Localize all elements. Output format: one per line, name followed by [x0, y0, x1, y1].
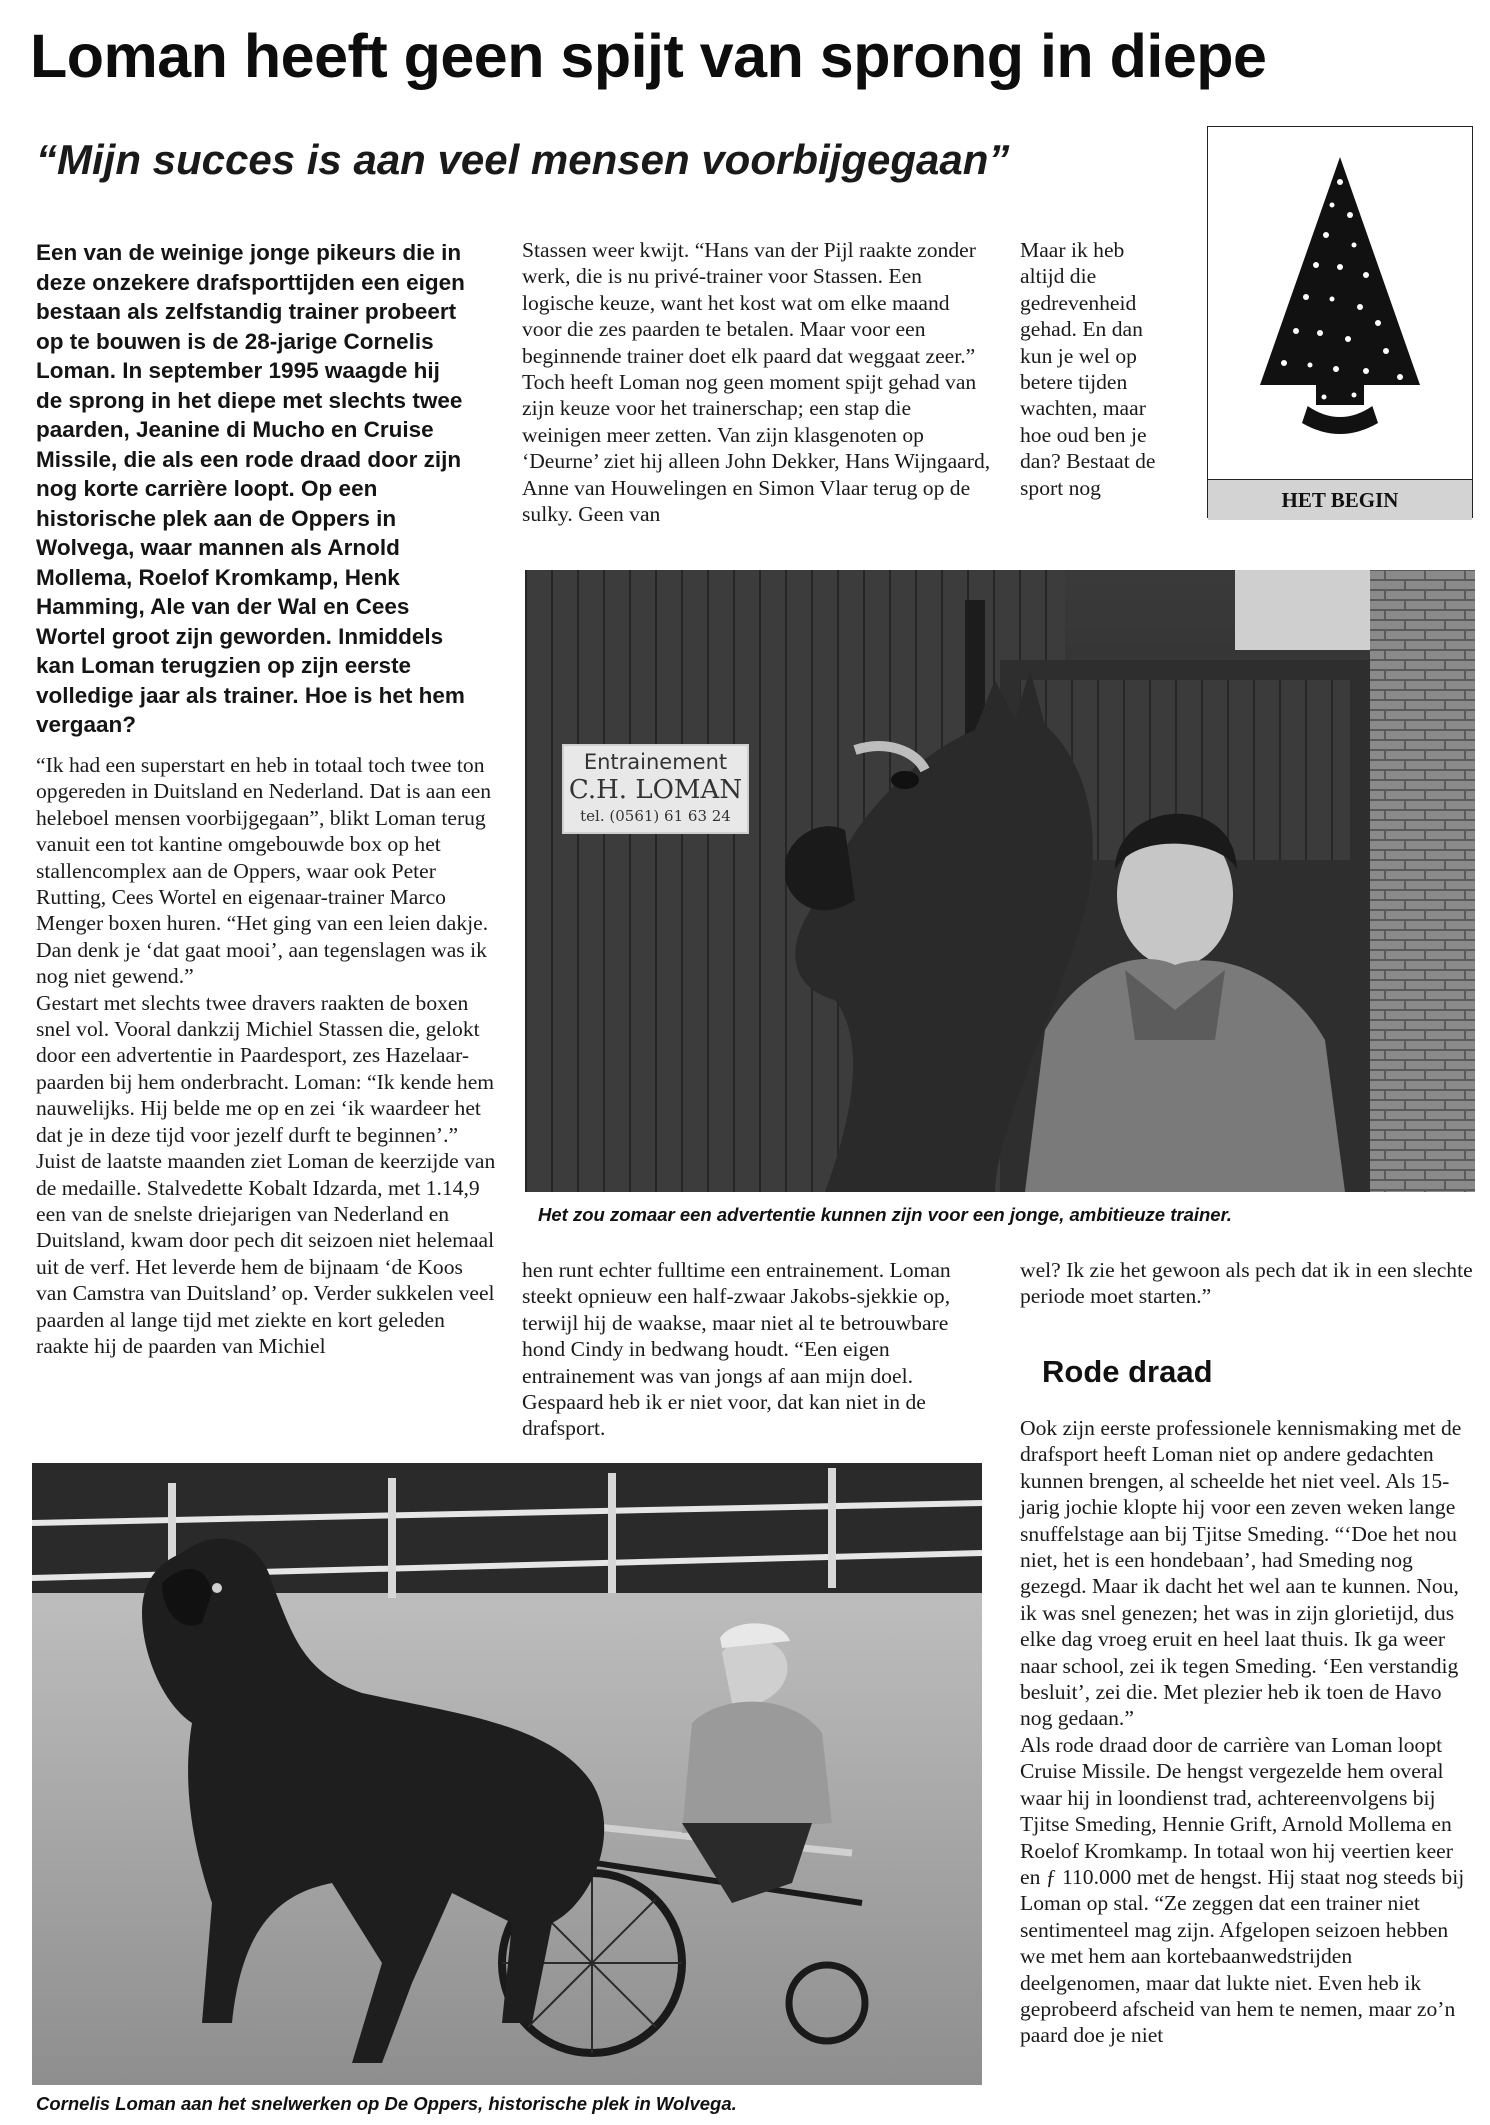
christmas-tree-icon [1208, 127, 1472, 474]
sign-line-1: Entrainement [583, 750, 728, 774]
sidebar-box [1207, 126, 1473, 518]
body-paragraph: Stassen weer kwijt. “Hans van der Pijl raakte zonder werk, die is nu privé-trainer voor Stassen. Een logische keuze, want het kost wat om elke maand voor die zes paarden te betalen. Maar voor een beginnende trainer doet elk paard dat weggaat zeer.” Toch heeft Loman nog geen moment spijt gehad van zijn keuze voor het trainerschap; een stap die weinigen meer zetten. Van zijn klasgenoten op ‘Deurne’ ziet hij alleen John Dekker, Hans Wijngaard, Anne van Houwelingen en Simon Vlaar terug op de sulky. Geen van [522, 238, 991, 527]
stable-sign [563, 745, 748, 833]
column-3-bottom [1020, 1257, 1475, 1310]
column-2-top [522, 237, 992, 527]
sign-line-2: C.H. LOMAN [568, 775, 743, 805]
body-paragraph: Ook zijn eerste professionele kennismaking met de drafsport heeft Loman niet op andere gedachten kunnen brengen, al scheelde het niet veel. Als 15-jarig jochie klopte hij voor een zeven weken lange snuffelstage aan bij Tjitse Smeding. “‘Doe het nou niet, het is een hondebaan’, had Smeding nog gezegd. Maar ik dacht het wel aan te kunnen. Nou, ik was snel genezen; het was in zijn glorietijd, dus elke dag vroeg eruit en heel laat thuis. Ik ga weer naar school, zei ik tegen Smeding. ‘Een verstandig besluit’, zei die. Met plezier heb ik toen de Havo nog gedaan.” [1020, 1416, 1462, 1731]
lead-text: Een van de weinige jonge pikeurs die in deze onzekere drafsporttijden een eigen bestaan als zelfstandig trainer probeert op te bouwen is de 28-jarige Cornelis Loman. In september 1995 waagde hij de sprong in het diepe met slechts twee paarden, Jeanine di Mucho en Cruise Missile, die als een rode draad door zijn nog korte carrière loopt. Op een historische plek aan de Oppers in Wolvega, waar mannen als Arnold Mollema, Roelof Kromkamp, Henk Hamming, Ale van der Wal en Cees Wortel groot zijn geworden. Inmiddels kan Loman terugzien op zijn eerste volledige jaar als trainer. Hoe is het hem vergaan? [36, 240, 465, 737]
photo-caption: Het zou zomaar een advertentie kunnen zijn voor een jonge, ambitieuze trainer. [538, 1204, 1232, 1225]
body-paragraph: Maar ik heb altijd die gedrevenheid gehad. En dan kun je wel op betere tijden wachten, maar hoe oud ben je dan? Bestaat de sport nog [1020, 238, 1156, 500]
photo-harness-racing [32, 1463, 982, 2085]
column-1-body [36, 752, 498, 1359]
column-3-top [1020, 237, 1170, 501]
body-paragraph: Juist de laatste maanden ziet Loman de keerzijde van de medaille. Stalvedette Kobalt Idzarda, met 1.14,9 een van de snelste driejarigen van Nederland en Duitsland, kwam door pech dit seizoen niet helemaal uit de verf. Het leverde hem de bijnaam ‘de Koos van Camstra van Duitsland’ op. Verder sukkelen veel paarden al lange tijd met ziekte en kort geleden raakte hij de paarden van Michiel [36, 1149, 496, 1358]
sidebar-label: HET BEGIN [1208, 479, 1472, 520]
body-paragraph: wel? Ik zie het gewoon als pech dat ik in een slechte periode moet starten.” [1020, 1258, 1473, 1309]
subheadline: “Mijn succes is aan veel mensen voorbijgegaan” [36, 136, 1010, 183]
column-3-body [1020, 1415, 1475, 2049]
body-paragraph: “Ik had een superstart en heb in totaal toch twee ton opgereden in Duitsland en Nederland. Dat is aan een heleboel mensen voorbijgegaan”, blikt Loman terug vanuit een tot kantine omgebouwde box op het stallencomplex aan de Oppers, waar ook Peter Rutting, Cees Wortel en eigenaar-trainer Marco Menger boxen huren. “Het ging van een leien dakje. Dan denk je ‘dat gaat mooi’, aan tegenslagen was ik nog niet gewend.” [36, 753, 492, 989]
photo-stable [525, 570, 1475, 1192]
lead-paragraph [36, 238, 466, 740]
sign-line-3: tel. (0561) 61 63 24 [580, 807, 731, 825]
headline: Loman heeft geen spijt van sprong in diepe [30, 22, 1267, 90]
column-2-bottom [522, 1257, 992, 1442]
photo-caption: Cornelis Loman aan het snelwerken op De Oppers, historische plek in Wolvega. [36, 2093, 737, 2114]
body-paragraph: Gestart met slechts twee dravers raakten de boxen snel vol. Vooral dankzij Michiel Stassen die, gelokt door een advertentie in Paardesport, zes Hazelaar-paarden bij hem onderbracht. Loman: “Ik kende hem nauwelijks. Hij belde me op en zei ‘ik waardeer het dat je in deze tijd voor jezelf durft te beginnen’.” [36, 990, 495, 1147]
section-heading: Rode draad [1042, 1354, 1213, 1389]
body-paragraph: Als rode draad door de carrière van Loman loopt Cruise Missile. De hengst vergezelde hem overal waar hij in loondienst trad, achtereenvolgens bij Tjitse Smeding, Hennie Grift, Arnold Mollema en Roelof Kromkamp. In totaal won hij veertien keer en ƒ 110.000 met de hengst. Hij staat nog steeds bij Loman op stal. “Ze zeggen dat een trainer niet sentimenteel mag zijn. Afgelopen seizoen hebben we met hem aan kortebaanwedstrijden deelgenomen, maar dat lukte niet. Even heb ik geprobeerd afscheid van hem te nemen, maar zo’n paard doe je niet [1020, 1732, 1465, 2048]
body-paragraph: hen runt echter fulltime een entrainement. Loman steekt opnieuw een half-zwaar Jakobs-sjekkie op, terwijl hij de waakse, maar niet al te betrouwbare hond Cindy in bedwang houdt. “Een eigen entrainement was van jongs af aan mijn doel. Gespaard heb ik er niet voor, dat kan niet in de drafsport. [522, 1258, 951, 1441]
